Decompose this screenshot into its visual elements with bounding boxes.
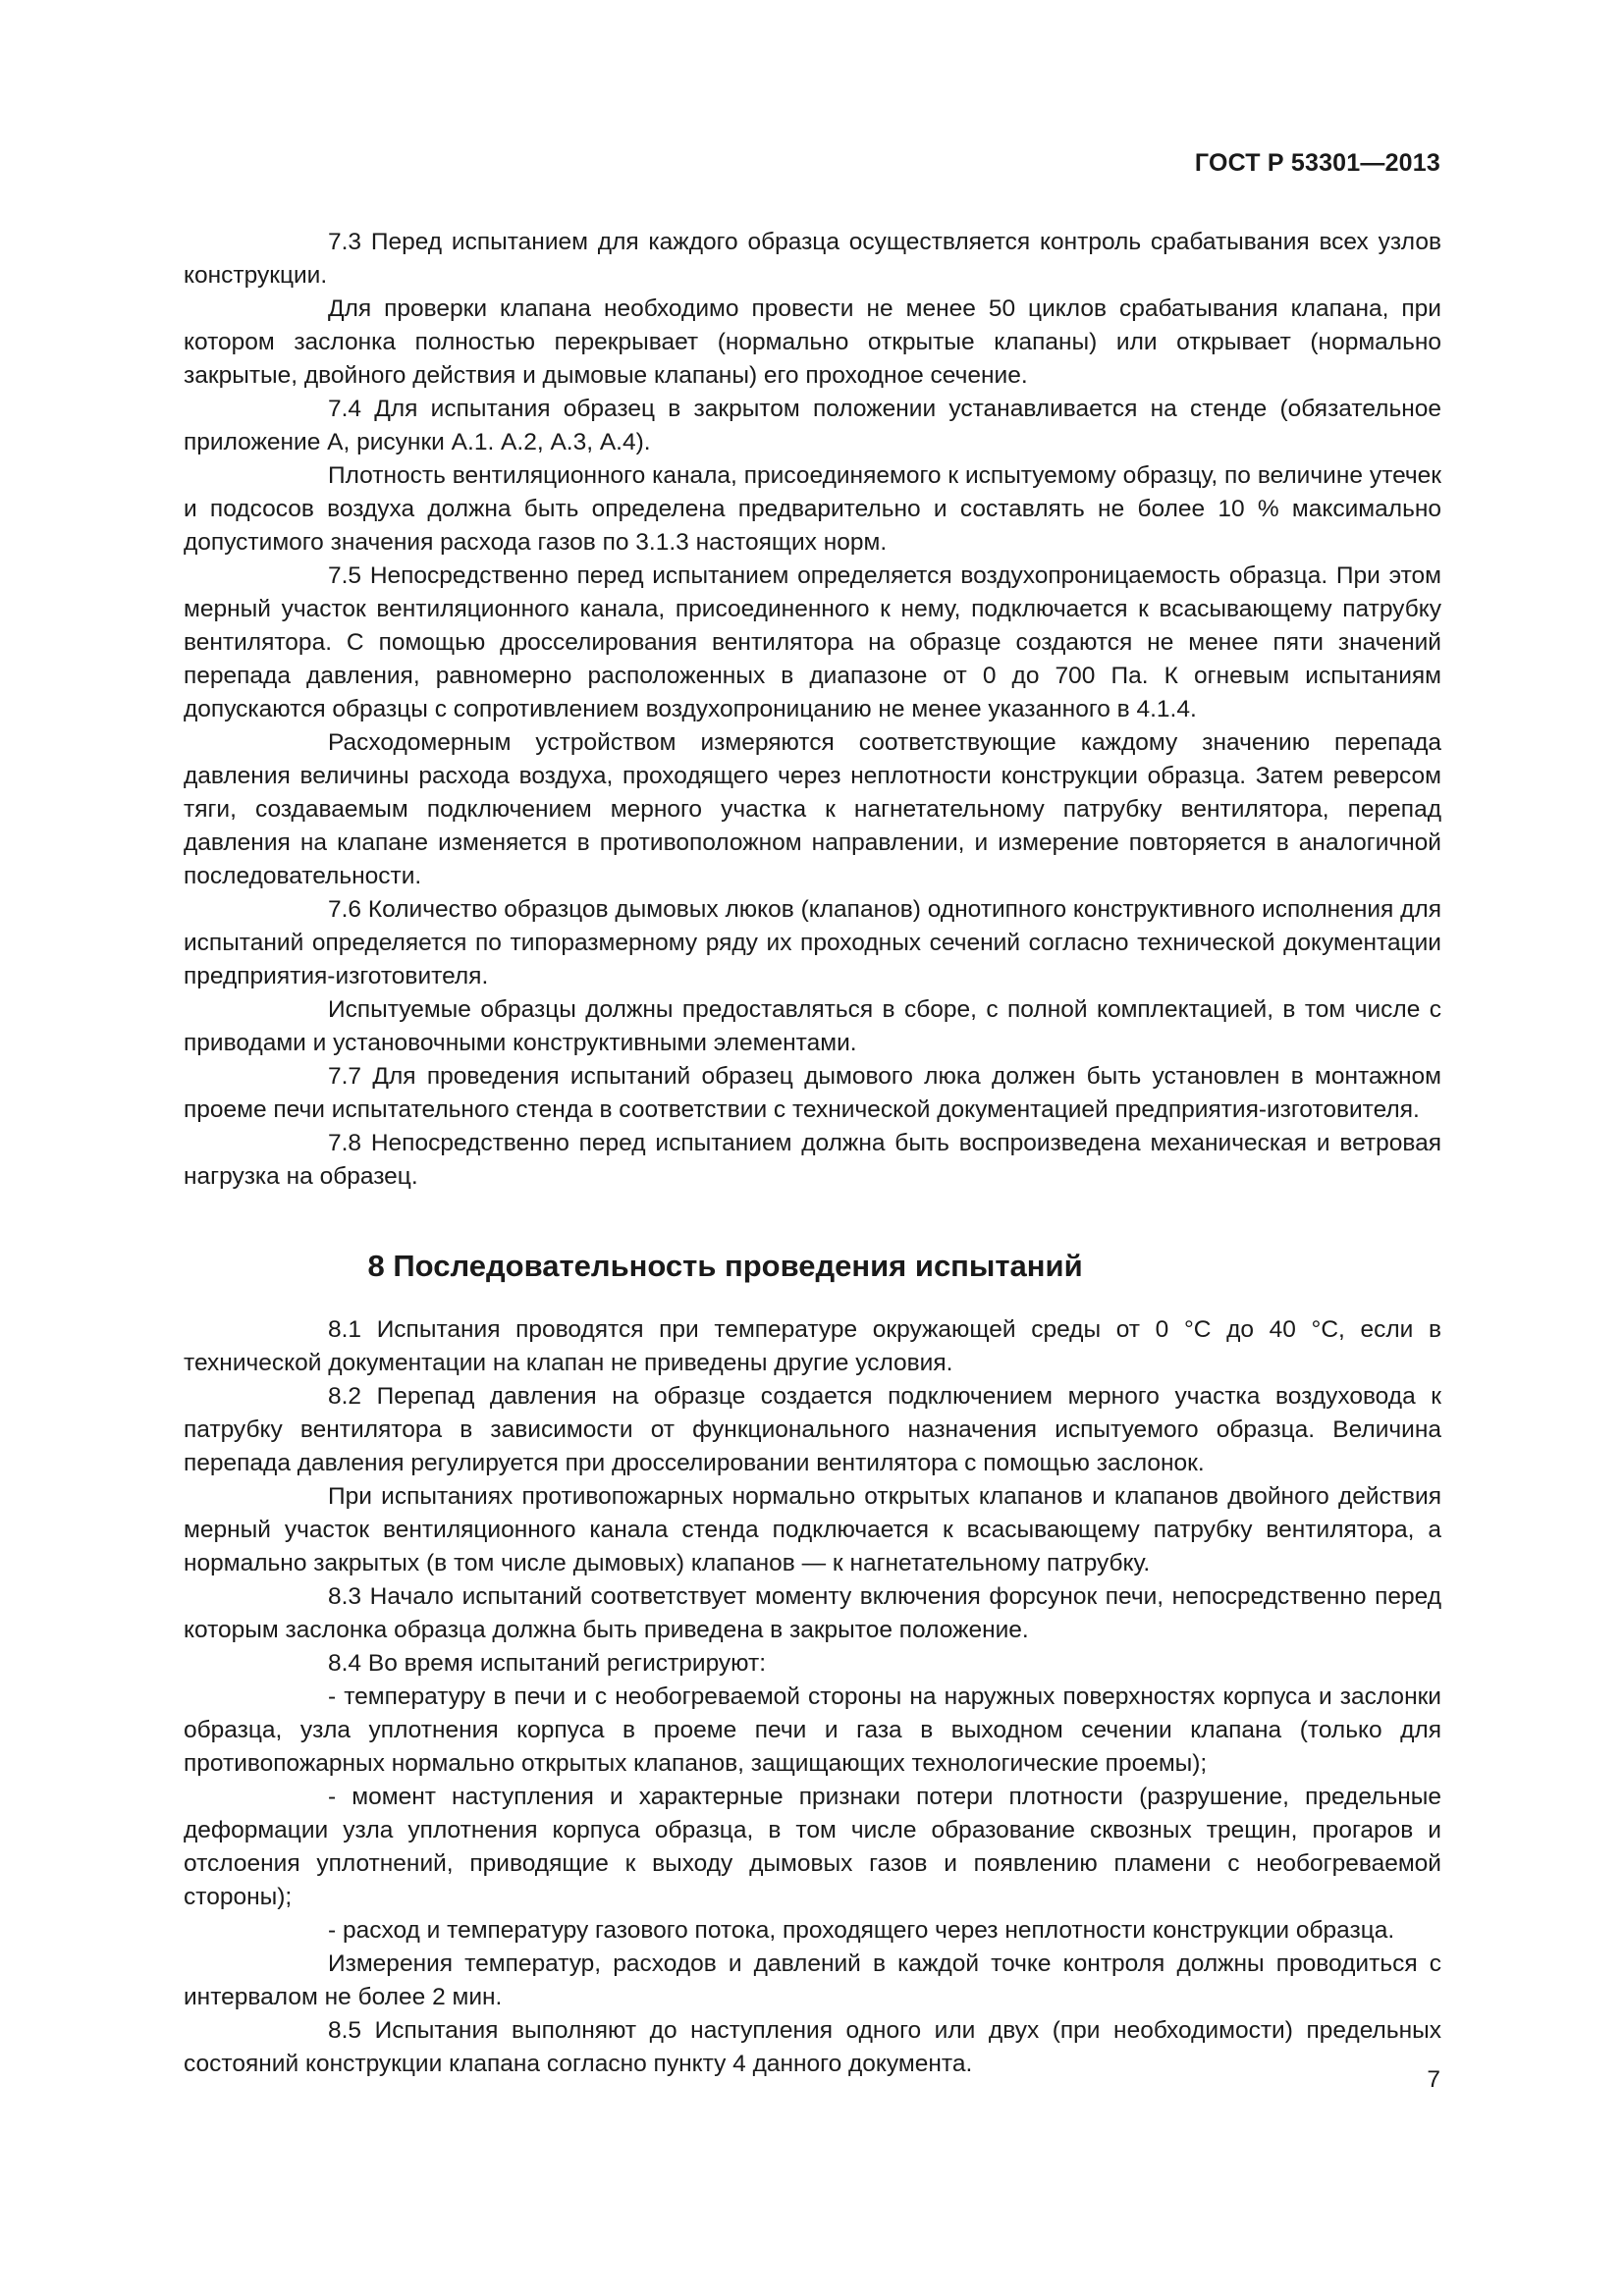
paragraph-7-5-cont: Расходомерным устройством измеряются соответствующие каждому значению перепада давления величины расхода воздуха, проходящего через неплотности конструкции образца. Затем реверсом тяги, создаваемым подключением мерного участка к нагнетательному патрубку вентилятора, перепад давления на клапане изменяется в противоположном направлении, и измерение повторяется в аналогичной последовательности. [184,729,1441,889]
paragraph-7-8: 7.8 Непосредственно перед испытанием должна быть воспроизведена механическая и ветровая нагрузка на образец. [184,1130,1441,1190]
paragraph-7-6: 7.6 Количество образцов дымовых люков (клапанов) однотипного конструктивного исполнения для испытаний определяется по типоразмерному ряду их проходных сечений согласно технической документации предприятия-изготовителя. [184,896,1441,989]
document-body [184,226,1441,2081]
paragraph-7-3: 7.3 Перед испытанием для каждого образца осуществляется контроль срабатывания всех узлов конструкции. [184,229,1441,289]
paragraph-8-4-cont: Измерения температур, расходов и давлений в каждой точке контроля должны проводиться с интервалом не более 2 мин. [184,1950,1441,2010]
paragraph-8-3: 8.3 Начало испытаний соответствует моменту включения форсунок печи, непосредственно перед которым заслонка образца должна быть приведена в закрытое положение. [184,1583,1441,1643]
page-number: 7 [1427,2066,1440,2093]
paragraph-8-5: 8.5 Испытания выполняют до наступления одного или двух (при необходимости) предельных состояний конструкции клапана согласно пункту 4 данного документа. [184,2017,1441,2077]
list-item: - момент наступления и характерные признаки потери плотности (разрушение, предельные деформации узла уплотнения корпуса образца, в том числе образование сквозных трещин, прогаров и отслоения уплотнений, приводящие к выходу дымовых газов и появлению пламени с необогреваемой стороны); [184,1784,1441,1910]
document-code: ГОСТ Р 53301—2013 [1194,149,1440,177]
list-item: - температуру в печи и с необогреваемой стороны на наружных поверхностях корпуса и заслонки образца, узла уплотнения корпуса в проеме печи и газа в выходном сечении клапана (только для противопожарных нормально открытых клапанов, защищающих технологические проемы); [184,1683,1441,1777]
paragraph-7-6-cont: Испытуемые образцы должны предоставляться в сборе, с полной комплектацией, в том числе с приводами и установочными конструктивными элементами. [184,996,1441,1056]
paragraph-8-1: 8.1 Испытания проводятся при температуре окружающей среды от 0 °С до 40 °С, если в технической документации на клапан не приведены другие условия. [184,1316,1441,1376]
paragraph-8-2: 8.2 Перепад давления на образце создается подключением мерного участка воздуховода к патрубку вентилятора в зависимости от функционального назначения испытуемого образца. Величина перепада давления регулируется при дросселировании вентилятора с помощью заслонок. [184,1383,1441,1476]
paragraph-7-3-cont: Для проверки клапана необходимо провести не менее 50 циклов срабатывания клапана, при котором заслонка полностью перекрывает (нормально открытые клапаны) или открывает (нормально закрытые, двойного действия и дымовые клапаны) его проходное сечение. [184,295,1441,389]
paragraph-8-2-cont: При испытаниях противопожарных нормально открытых клапанов и клапанов двойного действия мерный участок вентиляционного канала стенда подключается к всасывающему патрубку вентилятора, а нормально закрытых (в том числе дымовых) клапанов — к нагнетательному патрубку. [184,1483,1441,1576]
paragraph-7-7: 7.7 Для проведения испытаний образец дымового люка должен быть установлен в монтажном проеме печи испытательного стенда в соответствии с технической документацией предприятия-изготовителя. [184,1063,1441,1123]
list-item: - расход и температуру газового потока, проходящего через неплотности конструкции образца. [328,1917,1395,1944]
paragraph-8-4: 8.4 Во время испытаний регистрируют: [328,1650,767,1677]
paragraph-7-4-cont: Плотность вентиляционного канала, присоединяемого к испытуемому образцу, по величине утечек и подсосов воздуха должна быть определена предварительно и составлять не более 10 % максимально допустимого значения расхода газов по 3.1.3 настоящих норм. [184,462,1441,556]
paragraph-7-4: 7.4 Для испытания образец в закрытом положении устанавливается на стенде (обязательное приложение А, рисунки А.1. А.2, А.3, А.4). [184,396,1441,455]
paragraph-7-5: 7.5 Непосредственно перед испытанием определяется воздухопроницаемость образца. При этом мерный участок вентиляционного канала, присоединенного к нему, подключается к всасывающему патрубку вентилятора. С помощью дросселирования вентилятора на образце создаются не менее пяти значений перепада давления, равномерно расположенных в диапазоне от 0 до 700 Па. К огневым испытаниям допускаются образцы с сопротивлением воздухопроницанию не менее указанного в 4.1.4. [184,562,1441,722]
section-8-heading: 8 Последовательность проведения испытаний [367,1249,1083,1283]
